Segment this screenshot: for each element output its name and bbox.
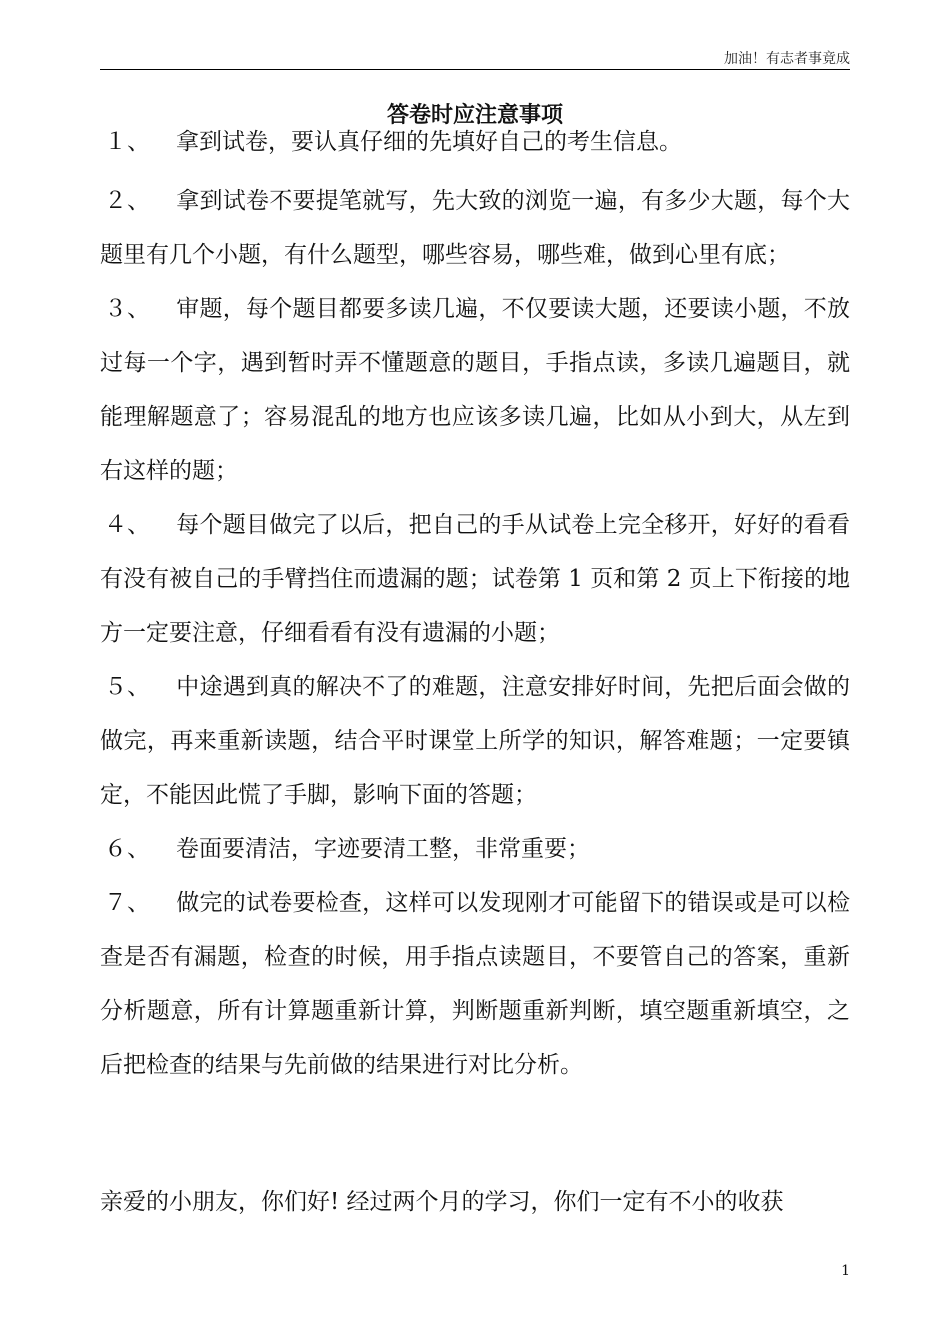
list-item-number: ２、: [104, 188, 150, 214]
list-item: [100, 124, 850, 160]
closing-paragraph: 亲爱的小朋友，你们好! 经过两个月的学习，你们一定有不小的收获: [100, 1189, 784, 1215]
list-item: [100, 822, 850, 876]
list-item-number: ４、: [104, 512, 150, 538]
list-item-text: 每个题目做完了以后，把自己的手从试卷上完全移开，好好的看看有没有被自己的手臂挡住而遗漏的题；试卷第 1 页和第 2 页上下衔接的地方一定要注意，仔细看看有没有遗漏的小题；: [100, 512, 850, 646]
list-item-text: 做完的试卷要检查，这样可以发现刚才可能留下的错误或是可以检查是否有漏题，检查的时候，用手指点读题目，不要管自己的答案，重新分析题意，所有计算题重新计算，判断题重新判断，填空题重新填空，之后把检查的结果与先前做的结果进行对比分析。: [100, 890, 850, 1078]
list-item-number: ７、: [104, 890, 150, 916]
header-divider: [100, 69, 850, 70]
list-item: [100, 498, 850, 660]
list-item-text: 审题，每个题目都要多读几遍，不仅要读大题，还要读小题，不放过每一个字，遇到暂时弄不懂题意的题目，手指点读，多读几遍题目，就能理解题意了；容易混乱的地方也应该多读几遍，比如从小到大，从左到右这样的题；: [100, 296, 850, 484]
list-item-text: 中途遇到真的解决不了的难题，注意安排好时间，先把后面会做的做完，再来重新读题，结合平时课堂上所学的知识，解答难题；一定要镇定，不能因此慌了手脚，影响下面的答题；: [100, 674, 850, 808]
list-item-text: 卷面要清洁，字迹要清工整，非常重要；: [176, 836, 590, 862]
list-item-text: 拿到试卷不要提笔就写，先大致的浏览一遍，有多少大题，每个大题里有几个小题，有什么题型，哪些容易，哪些难，做到心里有底；: [100, 188, 850, 268]
list-item-number: ６、: [104, 836, 150, 862]
list-item: [100, 660, 850, 822]
list-item-number: １、: [104, 129, 150, 155]
page-header: 加油！有志者事竟成: [724, 51, 850, 67]
page-number: 1: [841, 1263, 850, 1279]
list-item-text: 拿到试卷，要认真仔细的先填好自己的考生信息。: [176, 129, 682, 155]
list-item-number: ５、: [104, 674, 150, 700]
list-item: [100, 282, 850, 498]
list-item: [100, 174, 850, 282]
list-item-number: ３、: [104, 296, 150, 322]
document-title: 答卷时应注意事项: [386, 102, 563, 128]
list-item: [100, 876, 850, 1092]
document-body: [100, 124, 850, 1092]
